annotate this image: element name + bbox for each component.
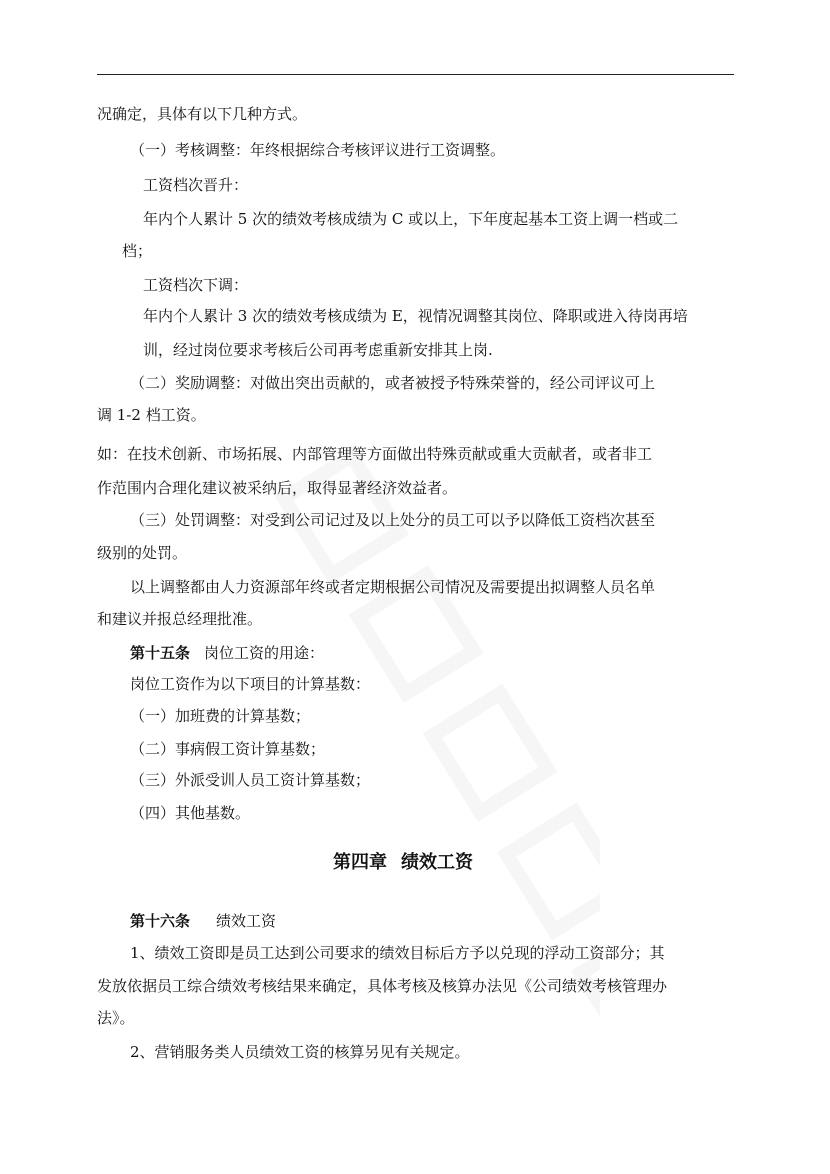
chapter-number: 第四章 — [333, 852, 387, 873]
body-line-1: 况确定，具体有以下几种方式。 — [97, 105, 308, 123]
article-15-title: 第十五条 — [130, 644, 191, 662]
adjust-reward: （二）奖励调整：对做出突出贡献的，或者被授予特殊荣誉的，经公司评议可上 — [130, 374, 656, 392]
perf-line-2: 发放依据员工综合绩效考核结果来确定，具体考核及核算办法见《公司绩效考核管理办 — [97, 977, 668, 995]
base-item-4: （四）其他基数。 — [130, 804, 251, 822]
adjust-assessment: （一）考核调整：年终根据综合考核评议进行工资调整。 — [130, 141, 506, 159]
body-line-16: 和建议并报总经理批准。 — [97, 610, 263, 628]
body-line-15: 以上调整都由人力资源部年终或者定期根据公司情况及需要提出拟调整人员名单 — [130, 578, 656, 596]
body-line-10: 调 1-2 档工资。 — [97, 406, 206, 424]
perf-line-4: 2、营销服务类人员绩效工资的核算另见有关规定。 — [130, 1043, 470, 1061]
body-line-5: 档； — [122, 242, 153, 260]
body-line-14: 级别的处罚。 — [97, 544, 188, 562]
base-intro: 岗位工资作为以下项目的计算基数： — [130, 675, 371, 693]
grade-promotion-heading: 工资档次晋升： — [143, 176, 249, 194]
grade-demotion-heading: 工资档次下调： — [143, 276, 249, 294]
article-16-text: 绩效工资 — [216, 912, 277, 930]
base-item-1: （一）加班费的计算基数； — [130, 707, 311, 725]
article-15 — [130, 643, 324, 663]
body-line-11: 如：在技术创新、市场拓展、内部管理等方面做出特殊贡献或重大贡献者，或者非工 — [97, 445, 653, 463]
chapter-heading — [333, 853, 473, 873]
perf-line-3: 法》。 — [97, 1009, 135, 1027]
perf-line-1: 1、绩效工资即是员工达到公司要求的绩效目标后方予以兑现的浮动工资部分；其 — [130, 944, 665, 962]
adjust-penalty: （三）处罚调整：对受到公司记过及以上处分的员工可以予以降低工资档次甚至 — [130, 511, 656, 529]
header-rule — [97, 74, 734, 75]
body-line-4: 年内个人累计 5 次的绩效考核成绩为 C 或以上，下年度起基本工资上调一档或二 — [143, 210, 679, 228]
body-line-8: 训，经过岗位要求考核后公司再考虑重新安排其上岗. — [143, 341, 493, 359]
article-15-text: 岗位工资的用途： — [204, 644, 325, 662]
article-16-title: 第十六条 — [130, 912, 191, 930]
chapter-title: 绩效工资 — [401, 852, 473, 873]
article-16 — [130, 911, 276, 931]
body-line-12: 作范围内合理化建议被采纳后，取得显著经济效益者。 — [97, 479, 458, 497]
body-line-7: 年内个人累计 3 次的绩效考核成绩为 E，视情况调整其岗位、降职或进入待岗再培 — [143, 307, 688, 325]
base-item-2: （二）事病假工资计算基数； — [130, 740, 326, 758]
base-item-3: （三）外派受训人员工资计算基数； — [130, 771, 371, 789]
